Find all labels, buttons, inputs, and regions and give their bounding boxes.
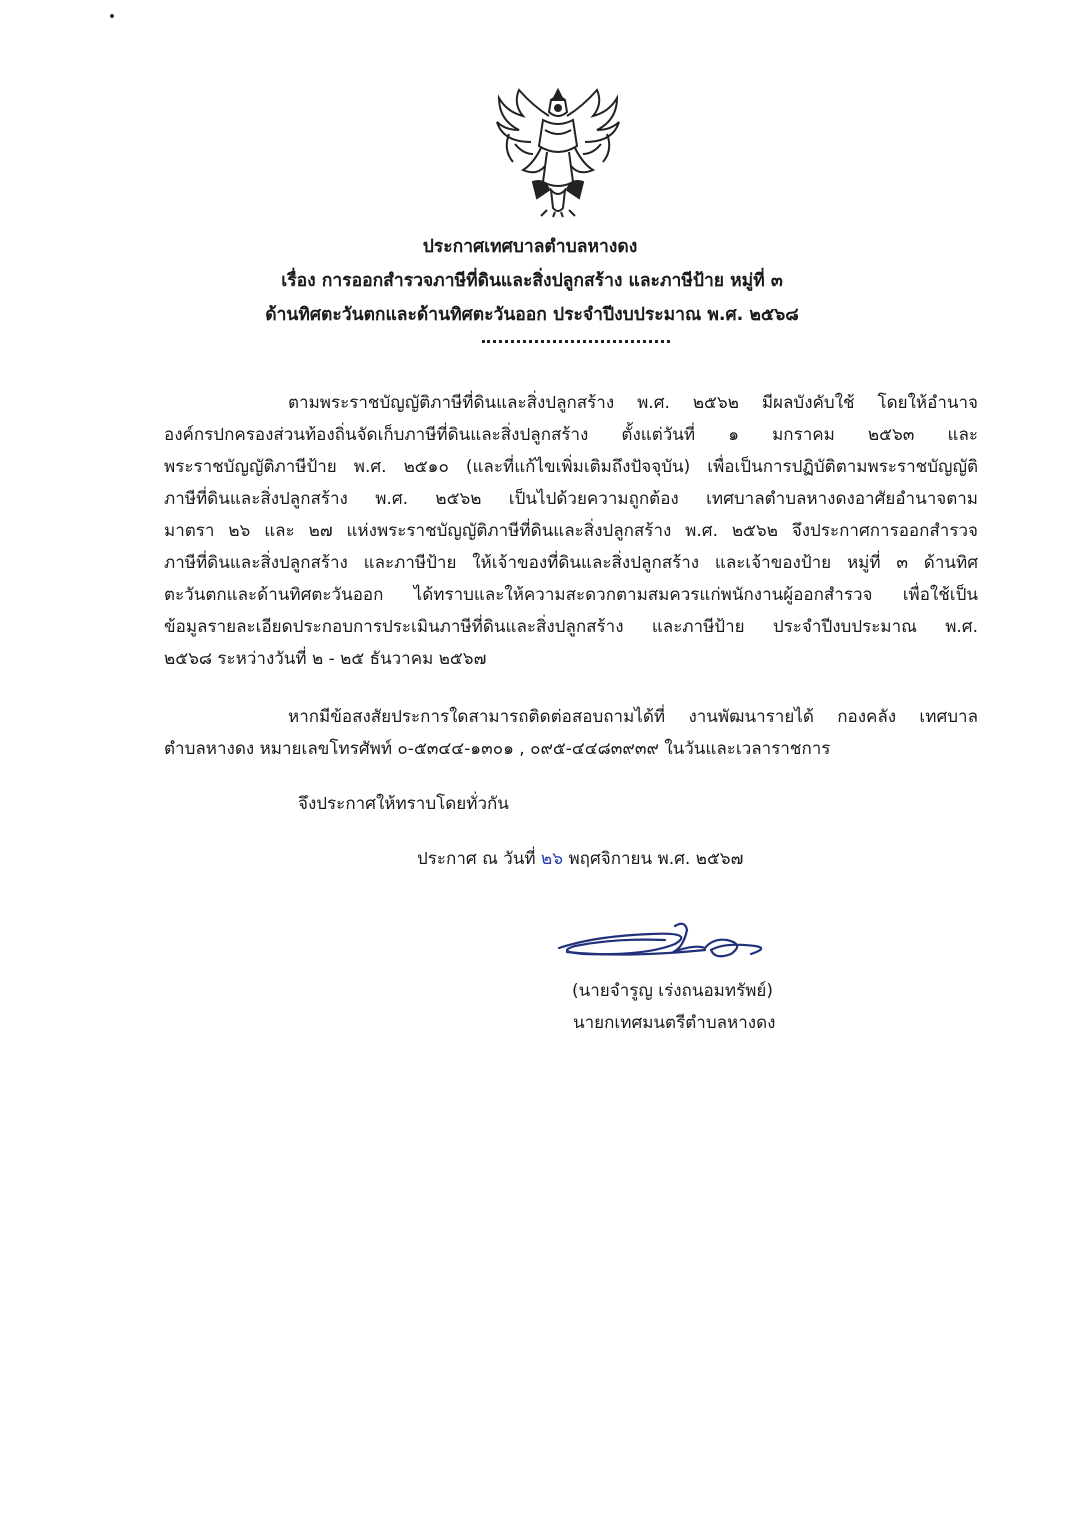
signatory-position: นายกเทศมนตรีตำบลหางดง <box>573 1013 776 1033</box>
closing-line: จึงประกาศให้ทราบโดยทั่วกัน <box>298 794 509 814</box>
announcement-subject-line-2: ด้านทิศตะวันตกและด้านทิศตะวันออก ประจำปีงบประมาณ พ.ศ. ๒๕๖๘ <box>265 305 799 325</box>
paragraph-1-line: พระราชบัญญัติภาษีป้าย พ.ศ. ๒๕๑๐ (และที่แก้ไขเพิ่มเติมถึงปัจจุบัน) เพื่อเป็นการปฏิบัติตามพระราชบัญญัติ <box>164 457 978 477</box>
signatory-name: (นายจำรูญ เร่งถนอมทรัพย์) <box>572 981 773 1001</box>
paragraph-1-line: ภาษีที่ดินและสิ่งปลูกสร้าง และภาษีป้าย ให้เจ้าของที่ดินและสิ่งปลูกสร้าง และเจ้าของป้าย หมู่ที่ ๓ ด้านทิศ <box>164 553 978 573</box>
paragraph-1-line: ภาษีที่ดินและสิ่งปลูกสร้าง พ.ศ. ๒๕๖๒ เป็นไปด้วยความถูกต้อง เทศบาลตำบลหางดงอาศัยอำนาจตาม <box>164 489 978 509</box>
dateline-day-handwritten: ๒๖ <box>541 849 564 869</box>
paragraph-1-line: ข้อมูลรายละเอียดประกอบการประเมินภาษีที่ดินและสิ่งปลูกสร้าง และภาษีป้าย ประจำปีงบประมาณ พ.ศ. <box>164 617 978 637</box>
paragraph-2-line: ตำบลหางดง หมายเลขโทรศัพท์ ๐-๕๓๔๔-๑๓๐๑ , ๐๙๕-๔๔๘๓๙๓๙ ในวันและเวลาราชการ <box>164 739 831 759</box>
dotted-separator <box>482 336 670 343</box>
paragraph-1-line: ๒๕๖๘ ระหว่างวันที่ ๒ - ๒๕ ธันวาคม ๒๕๖๗ <box>164 649 487 669</box>
paragraph-1-line: ตะวันตกและด้านทิศตะวันออก ได้ทราบและให้ความสะดวกตามสมควรแก่พนักงานผู้ออกสำรวจ เพื่อใช้เป็น <box>164 585 978 605</box>
scan-speck <box>110 14 114 18</box>
paragraph-1-line: มาตรา ๒๖ และ ๒๗ แห่งพระราชบัญญัติภาษีที่ดินและสิ่งปลูกสร้าง พ.ศ. ๒๕๖๒ จึงประกาศการออกสำรวจ <box>164 521 978 541</box>
announcement-title: ประกาศเทศบาลตำบลหางดง <box>422 237 638 257</box>
dateline <box>417 847 743 871</box>
garuda-emblem-icon <box>493 86 623 218</box>
paragraph-1-line: องค์กรปกครองส่วนท้องถิ่นจัดเก็บภาษีที่ดินและสิ่งปลูกสร้าง ตั้งแต่วันที่ ๑ มกราคม ๒๕๖๓ และ <box>164 425 978 445</box>
paragraph-2-line: หากมีข้อสงสัยประการใดสามารถติดต่อสอบถามได้ที่ งานพัฒนารายได้ กองคลัง เทศบาล <box>288 707 978 727</box>
paragraph-1-line: ตามพระราชบัญญัติภาษีที่ดินและสิ่งปลูกสร้าง พ.ศ. ๒๕๖๒ มีผลบังคับใช้ โดยให้อำนาจ <box>288 393 978 413</box>
handwritten-signature <box>555 918 785 966</box>
dateline-prefix: ประกาศ ณ วันที่ <box>417 849 542 869</box>
announcement-subject-line-1: เรื่อง การออกสำรวจภาษีที่ดินและสิ่งปลูกสร้าง และภาษีป้าย หมู่ที่ ๓ <box>281 271 783 291</box>
dateline-suffix: พฤศจิกายน พ.ศ. ๒๕๖๗ <box>563 849 744 869</box>
